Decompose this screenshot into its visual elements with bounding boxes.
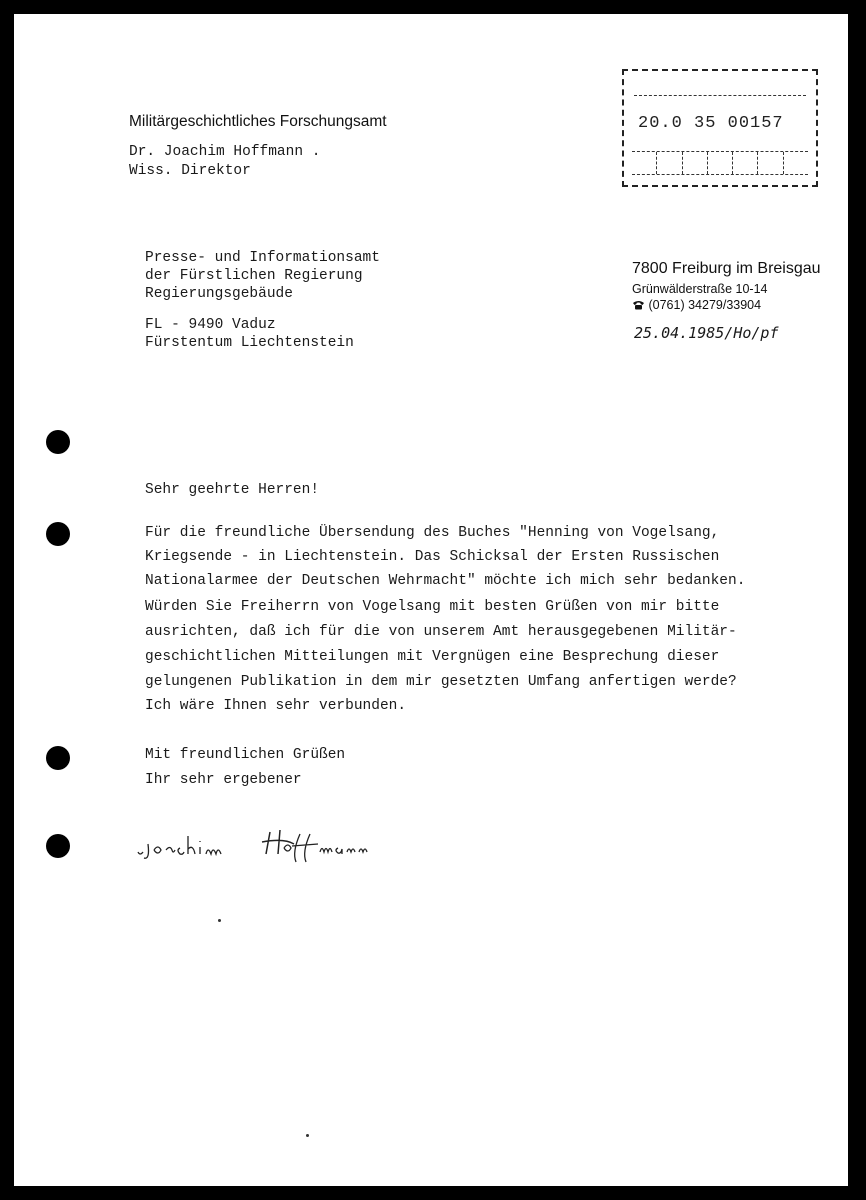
body-line: Würden Sie Freiherrn von Vogelsang mit besten Grüßen von mir bitte: [145, 599, 720, 615]
stamp-grid: [632, 151, 808, 175]
body-line: Für die freundliche Übersendung des Buches "Henning von Vogelsang,: [145, 525, 720, 541]
recipient-line: Presse- und Informationsamt: [145, 250, 380, 266]
body-line: ausrichten, daß ich für die von unserem Amt herausgegebenen Militär-: [145, 624, 737, 640]
letter-date-reference: 25.04.1985/Ho/pf: [634, 324, 779, 342]
recipient-line: Regierungsgebäude: [145, 286, 293, 302]
phone-number: (0761) 34279/33904: [648, 298, 762, 312]
telephone-icon: [632, 300, 645, 310]
body-line: Kriegsende - in Liechtenstein. Das Schicksal der Ersten Russischen: [145, 549, 720, 565]
sender-title: Wiss. Direktor: [129, 163, 251, 179]
sender-city: 7800 Freiburg im Breisgau: [632, 260, 821, 277]
recipient-line: Fürstentum Liechtenstein: [145, 335, 354, 351]
body-line: Ich wäre Ihnen sehr verbunden.: [145, 698, 407, 714]
paper-speck: [306, 1134, 309, 1137]
sender-street: Grünwälderstraße 10-14: [632, 282, 768, 296]
salutation: Sehr geehrte Herren!: [145, 482, 320, 498]
stamp-header-line: [634, 77, 806, 96]
closing-line: Mit freundlichen Grüßen: [145, 747, 346, 763]
punch-hole: [46, 746, 70, 770]
received-stamp: [622, 69, 818, 187]
body-line: gelungenen Publikation in dem mir gesetzten Umfang anfertigen werde?: [145, 674, 737, 690]
body-line: Nationalarmee der Deutschen Wehrmacht" möchte ich mich sehr bedanken.: [145, 573, 746, 589]
punch-hole: [46, 430, 70, 454]
paper-speck: [218, 919, 221, 922]
handwritten-signature: [134, 822, 374, 872]
stamp-date: 20.0 35 00157: [638, 114, 784, 133]
organization-name: Militärgeschichtliches Forschungsamt: [129, 113, 387, 130]
punch-hole: [46, 522, 70, 546]
recipient-line: FL - 9490 Vaduz: [145, 317, 276, 333]
sender-name: Dr. Joachim Hoffmann .: [129, 144, 321, 160]
punch-hole: [46, 834, 70, 858]
body-line: geschichtlichen Mitteilungen mit Vergnügen eine Besprechung dieser: [145, 649, 720, 665]
recipient-line: der Fürstlichen Regierung: [145, 268, 363, 284]
closing-line: Ihr sehr ergebener: [145, 772, 302, 788]
letter-page: [14, 14, 848, 1186]
sender-phone: [632, 298, 761, 312]
